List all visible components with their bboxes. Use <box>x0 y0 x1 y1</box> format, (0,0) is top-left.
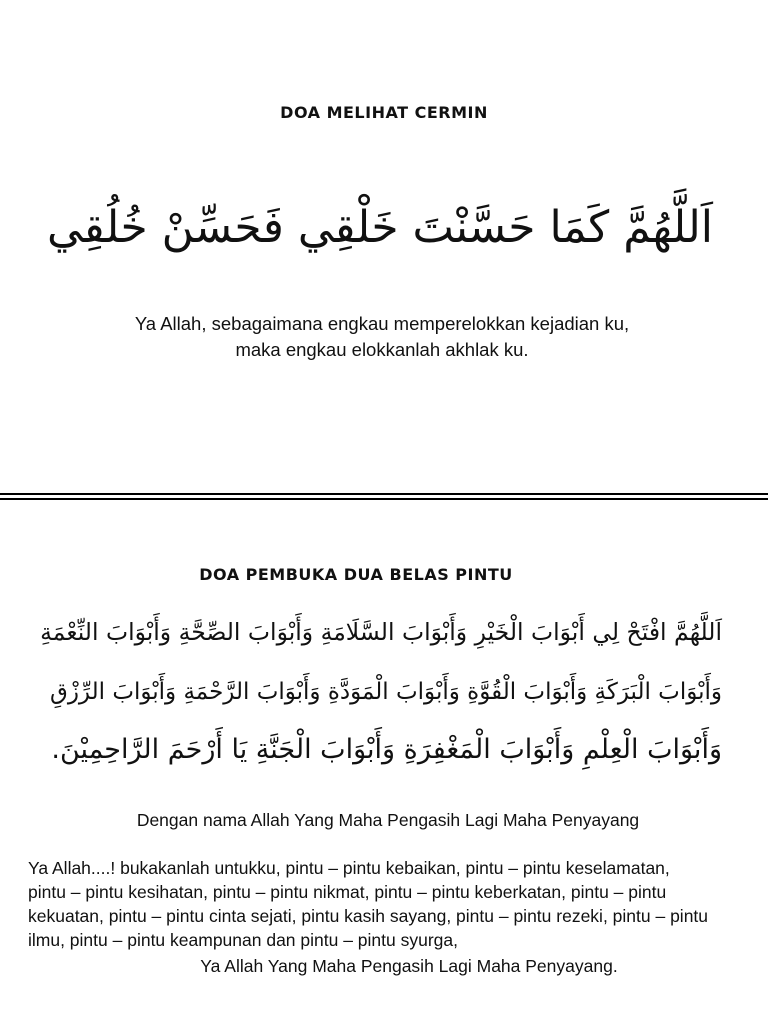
divider-line <box>0 493 768 495</box>
divider-line <box>0 498 768 500</box>
section-title: DOA PEMBUKA DUA BELAS PINTU <box>199 565 513 584</box>
arabic-prayer-line: وَأَبْوَابَ الْعِلْمِ وَأَبْوَابَ الْمَغْفِرَةِ وَأَبْوَابَ الْجَنَّةِ يَا أَرْحَمَ الرَّاحِمِيْنَ. <box>51 734 722 765</box>
translation-paragraph-line: Ya Allah....! bukakanlah untukku, pintu – pintu kebaikan, pintu – pintu keselamatan, <box>28 858 670 878</box>
closing-line: Ya Allah Yang Maha Pengasih Lagi Maha Penyayang. <box>200 956 618 976</box>
arabic-prayer-text: اَللَّهُمَّ كَمَا حَسَّنْتَ خَلْقِي فَحَسِّنْ خُلُقِي <box>47 202 713 253</box>
arabic-prayer-line: وَأَبْوَابَ الْبَرَكَةِ وَأَبْوَابَ الْقُوَّةِ وَأَبْوَابَ الْمَوَدَّةِ وَأَبْوَابَ الرَّحْمَةِ وَأَبْوَابَ الرِّزْقِ <box>49 679 722 705</box>
section-title: DOA MELIHAT CERMIN <box>280 103 488 122</box>
translation-line: Ya Allah, sebagaimana engkau memperelokkan kejadian ku, <box>134 313 630 334</box>
basmalah-translation: Dengan nama Allah Yang Maha Pengasih Lagi Maha Penyayang <box>136 810 640 830</box>
arabic-prayer-line: اَللَّهُمَّ افْتَحْ لِي أَبْوَابَ الْخَيْرِ وَأَبْوَابَ السَّلَامَةِ وَأَبْوَابَ الصِّحَّةِ وَأَبْوَابَ النِّعْمَةِ <box>40 618 722 646</box>
translation-paragraph-line: ilmu, pintu – pintu keampunan dan pintu – pintu syurga, <box>28 930 459 950</box>
translation-paragraph-line: pintu – pintu kesihatan, pintu – pintu nikmat, pintu – pintu keberkatan, pintu – pintu <box>28 882 667 902</box>
translation-line: maka engkau elokkanlah akhlak ku. <box>235 339 529 360</box>
translation-paragraph-line: kekuatan, pintu – pintu cinta sejati, pintu kasih sayang, pintu – pintu rezeki, pintu – pintu <box>28 906 709 926</box>
